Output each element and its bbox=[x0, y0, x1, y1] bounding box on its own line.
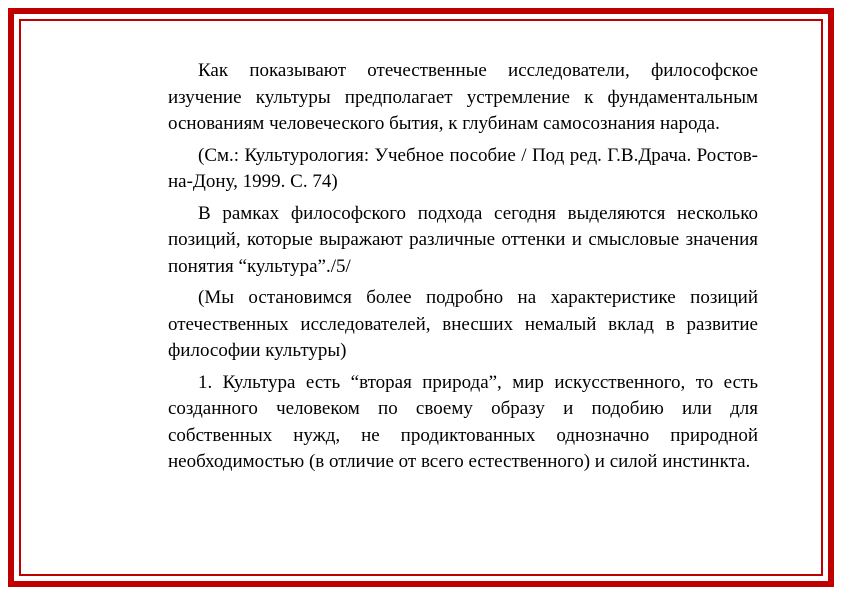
slide-text-body bbox=[168, 58, 758, 481]
paragraph-positions: В рамках философского подхода сегодня выделяются несколько позиций, которые выражают различные оттенки и смысловые значения понятия “культура”./5/ bbox=[168, 202, 758, 277]
paragraph-note: (Мы остановимся более подробно на характеристике позиций отечественных исследователей, внесших немалый вклад в развитие философии культуры) bbox=[168, 287, 758, 361]
paragraph-definition-1: 1. Культура есть “вторая природа”, мир искусственного, то есть созданного человеком по своему образу и подобию или для собственных нужд, не продиктованных однозначно природной необходимостью (в отличие от всего естественного) и силой инстинкта. bbox=[168, 371, 758, 472]
paragraph-citation: (См.: Культурология: Учебное пособие / Под ред. Г.В.Драча. Ростов-на-Дону, 1999. С. 74) bbox=[168, 144, 758, 192]
paragraph-intro: Как показывают отечественные исследователи, философское изучение культуры предполагает устремление к фундаментальным основаниям человеческого бытия, к глубинам самосознания народа. bbox=[168, 60, 758, 134]
